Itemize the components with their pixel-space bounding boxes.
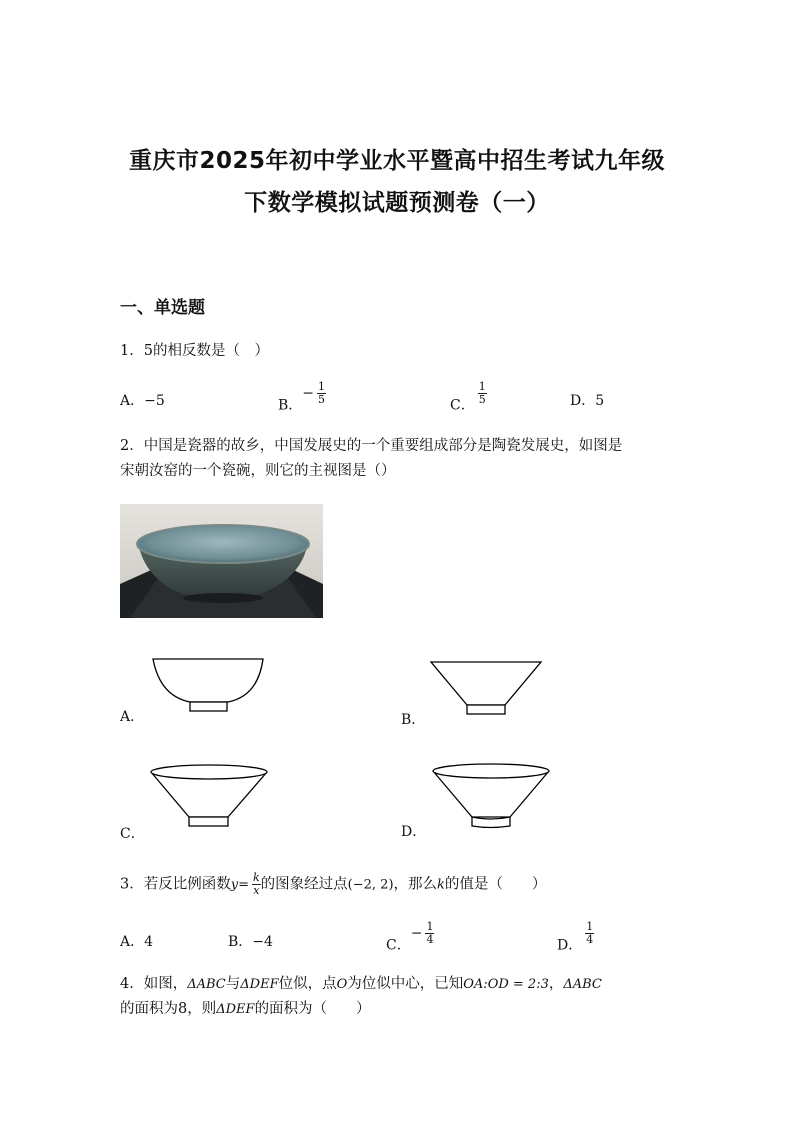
q3-option-c-numerator: 1 <box>426 920 434 933</box>
question-4-line-1 <box>120 972 602 997</box>
question-4-comma: ， <box>548 976 564 992</box>
q1-option-a <box>120 390 165 410</box>
question-3-pre: 3．若反比例函数 <box>120 876 231 893</box>
q2-option-c-bowl-figure <box>148 761 270 829</box>
q3-fraction-k: k <box>253 871 260 884</box>
question-2-line-2: 宋朝汝窑的一个瓷碗，则它的主视图是（） <box>120 463 396 479</box>
q4-triangle-abc-2: ΔABC <box>563 977 602 992</box>
q3-equals: = <box>238 877 249 893</box>
bowl-photo-image <box>120 504 323 618</box>
q1-option-c <box>450 381 487 415</box>
q4-triangle-def: ΔDEF <box>240 977 279 992</box>
question-4-line-2a: 的面积为8，则 <box>120 1001 217 1017</box>
q3-option-d-denominator: 4 <box>586 933 594 946</box>
q4-triangle-abc: ΔABC <box>187 977 226 992</box>
q1-option-d <box>570 390 604 410</box>
q1-option-b-label: B． <box>278 397 303 414</box>
q1-option-b <box>278 381 326 415</box>
q3-option-b-value: −4 <box>252 934 273 950</box>
q3-function-y: y <box>230 877 239 893</box>
q2-option-d-label: D． <box>401 824 427 840</box>
q4-triangle-def-2: ΔDEF <box>216 1002 255 1017</box>
page-title-line-1: 重庆市2025年初中学业水平暨高中招生考试九年级 <box>128 148 665 174</box>
question-4-line-2b: 的面积为（ ） <box>254 1001 371 1017</box>
q3-option-d-fraction <box>585 921 594 946</box>
q1-option-c-numerator: 1 <box>478 380 486 393</box>
page-title-line-2: 下数学模拟试题预测卷（一） <box>244 190 550 216</box>
question-4-line-2 <box>120 997 371 1022</box>
q3-k-variable: k <box>437 877 445 893</box>
q1-option-b-numerator: 1 <box>318 380 326 393</box>
q3-fraction-x: x <box>253 884 260 897</box>
question-4-with: 与 <box>225 976 241 992</box>
q3-option-c <box>386 921 434 955</box>
q3-option-d <box>557 921 594 955</box>
q1-option-a-label: A． <box>120 393 145 409</box>
q2-option-b-label: B． <box>401 712 426 728</box>
q1-option-b-denominator: 5 <box>318 393 326 406</box>
question-4-pre: 4．如图， <box>120 976 188 992</box>
q1-option-c-denominator: 5 <box>478 393 486 406</box>
q2-option-b-bowl-figure <box>428 659 546 717</box>
q3-option-c-label: C． <box>386 937 411 954</box>
q4-point-o: O <box>336 977 348 992</box>
q1-option-d-value: 5 <box>595 393 605 409</box>
q3-option-a-label: A． <box>120 934 145 950</box>
q1-option-d-label: D． <box>570 393 596 409</box>
q3-option-c-denominator: 4 <box>426 933 434 946</box>
question-1-text: 1．5的相反数是（ ） <box>120 343 269 359</box>
q2-option-a-bowl-figure <box>150 656 268 714</box>
q3-function-fraction <box>252 872 261 897</box>
q3-option-d-label: D． <box>557 937 583 954</box>
question-3-mid: 的图象经过点 <box>260 876 348 893</box>
q2-option-c-label: C． <box>120 826 145 842</box>
question-3-post-2: 的值是（ ） <box>444 876 547 893</box>
q3-option-a <box>120 931 153 951</box>
question-3-text <box>120 872 546 898</box>
q3-option-b-label: B． <box>228 934 253 950</box>
question-3-post-1: ，那么 <box>393 876 438 893</box>
q2-option-d-bowl-figure <box>430 760 552 830</box>
q1-option-c-fraction <box>478 381 487 406</box>
q3-option-c-fraction <box>425 921 434 946</box>
question-4-mid-1: 位似，点 <box>278 976 337 992</box>
q1-option-b-fraction <box>317 381 326 406</box>
q1-option-c-label: C． <box>450 397 475 414</box>
q3-option-a-value: 4 <box>144 934 154 950</box>
q1-option-b-sign: − <box>302 385 315 402</box>
q3-option-b <box>228 931 273 951</box>
question-2-line-1: 2．中国是瓷器的故乡，中国发展史的一个重要组成部分是陶瓷发展史，如图是 <box>120 438 623 454</box>
q3-option-d-numerator: 1 <box>586 920 594 933</box>
q4-ratio: OA:OD = 2:3 <box>463 977 549 992</box>
q2-option-a-label: A． <box>120 709 145 725</box>
section-heading: 一、单选题 <box>120 298 205 318</box>
q1-option-a-value: −5 <box>144 393 165 409</box>
q3-option-c-sign: − <box>410 925 423 942</box>
q3-point: (−2, 2) <box>347 877 394 893</box>
question-4-mid-2: 为位似中心，已知 <box>347 976 464 992</box>
